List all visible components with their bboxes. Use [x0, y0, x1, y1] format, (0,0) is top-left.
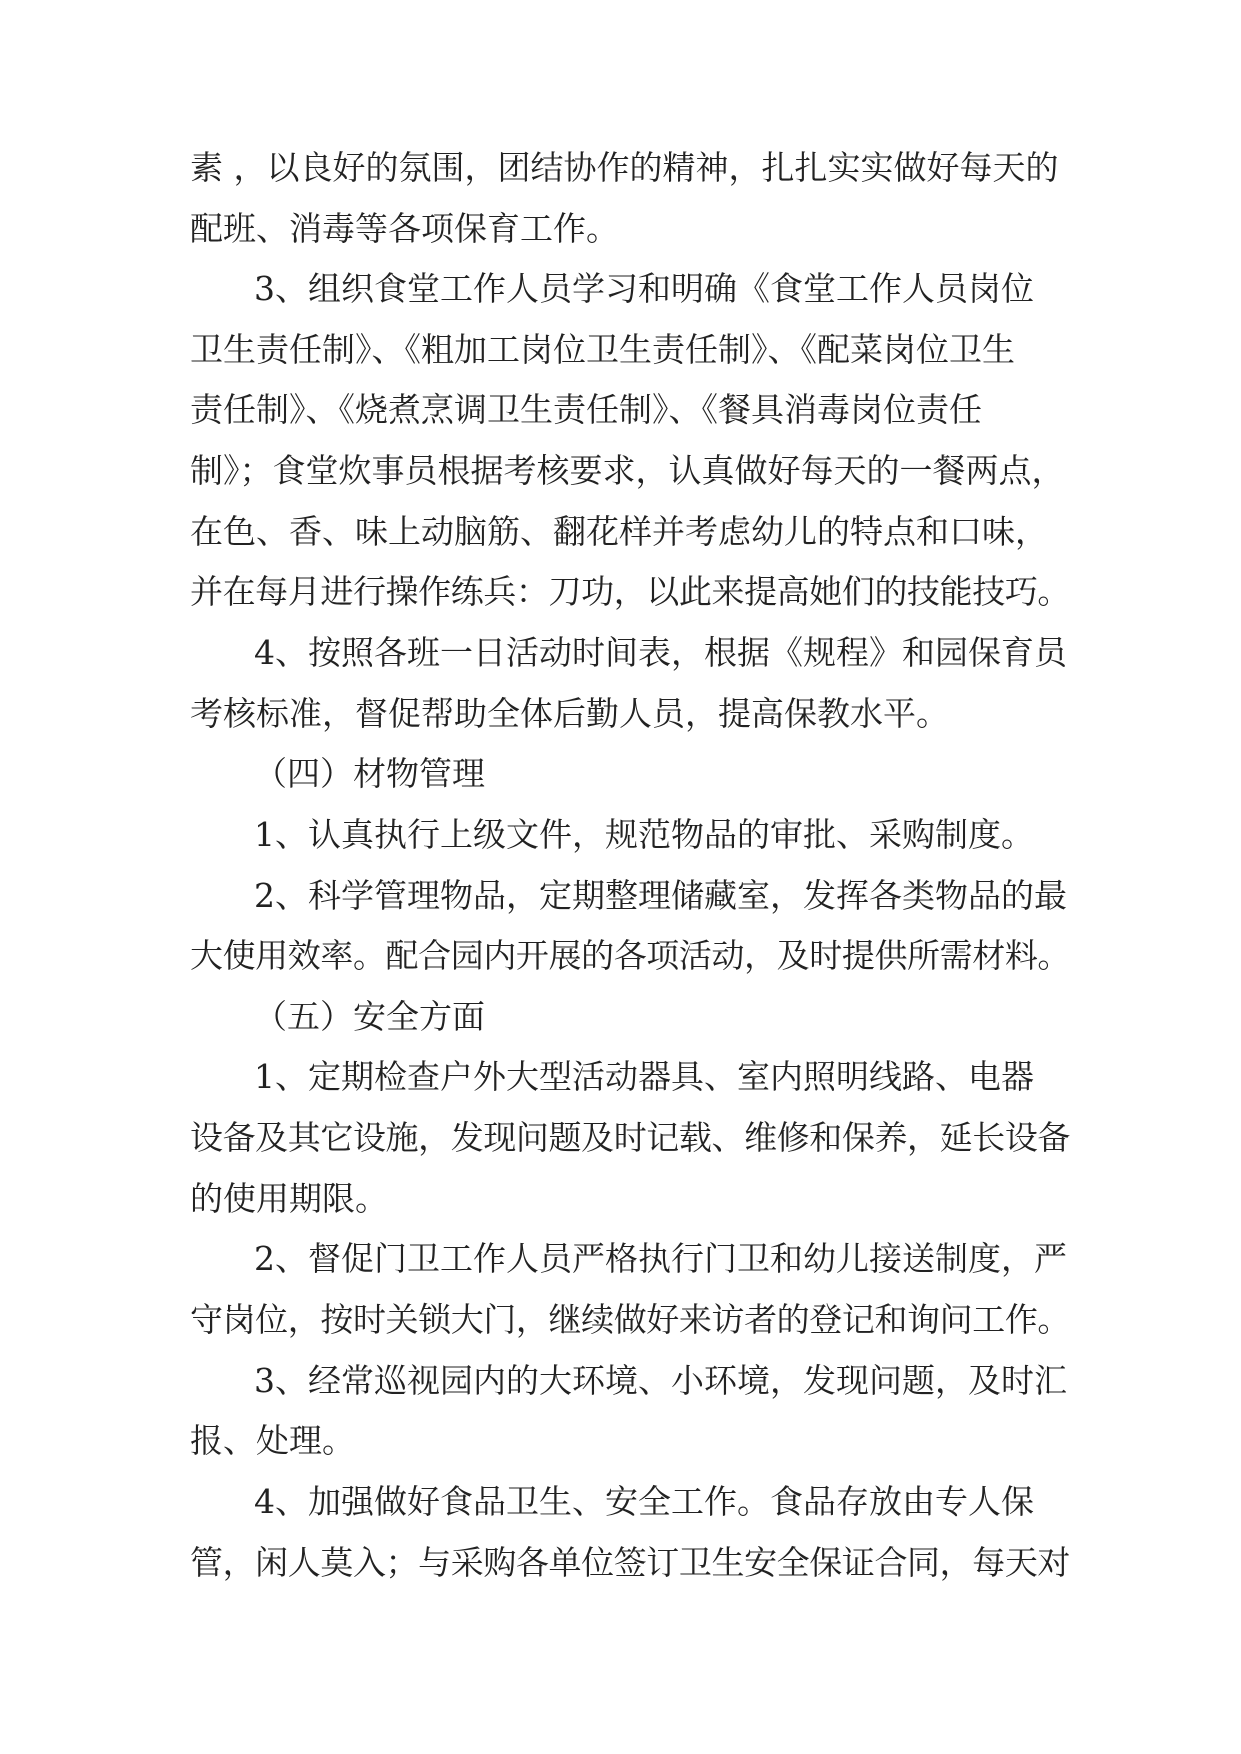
text-line: [190, 375, 1070, 445]
line-text: 1、认真执行上级文件，规范物品的审批、采购制度。: [254, 815, 1034, 854]
line-text: 素 ，以良好的氛围，团结协作的精神，扎扎实实做好每天的: [190, 148, 1059, 187]
line-text: 2、督促门卫工作人员严格执行门卫和幼儿接送制度，严: [254, 1239, 1067, 1278]
paragraph-first-line: [254, 800, 1070, 870]
line-text: 管，闲人莫入；与采购各单位签订卫生安全保证合同，每天对: [190, 1543, 1070, 1582]
line-text: 4、加强做好食品卫生、安全工作。食品存放由专人保: [254, 1482, 1034, 1521]
line-text: 3、组织食堂工作人员学习和明确《食堂工作人员岗位: [254, 269, 1034, 308]
line-text: 在色、香、味上动脑筋、翻花样并考虑幼儿的特点和口味，: [190, 512, 1048, 551]
line-text: 配班、消毒等各项保育工作。: [190, 209, 619, 248]
paragraph-first-line: [254, 618, 1070, 688]
paragraph-first-line: [254, 254, 1070, 324]
line-text: 的使用期限。: [190, 1179, 388, 1218]
text-line: [190, 1285, 1070, 1355]
line-text: 守岗位，按时关锁大门，继续做好来访者的登记和询问工作。: [190, 1300, 1070, 1339]
paragraph-first-line: [254, 1042, 1070, 1112]
line-text: 责任制》、《烧煮烹调卫生责任制》、《餐具消毒岗位责任: [190, 390, 982, 429]
line-text: 报、处理。: [190, 1421, 355, 1460]
text-line: [190, 436, 1070, 506]
line-text: 1、定期检查户外大型活动器具、室内照明线路、电器: [254, 1057, 1034, 1096]
text-line: [190, 557, 1070, 627]
line-text: 4、按照各班一日活动时间表，根据《规程》和园保育员: [254, 633, 1067, 672]
line-text: 3、经常巡视园内的大环境、小环境，发现问题，及时汇: [254, 1361, 1067, 1400]
text-line: [190, 1528, 1070, 1598]
line-text: 卫生责任制》、《粗加工岗位卫生责任制》、《配菜岗位卫生: [190, 330, 1015, 369]
text-line: [190, 1103, 1070, 1173]
text-line: [190, 133, 1070, 203]
heading-text: （四）材物管理: [254, 754, 485, 793]
line-text: 2、科学管理物品，定期整理储藏室，发挥各类物品的最: [254, 876, 1067, 915]
line-text: 设备及其它设施，发现问题及时记载、维修和保养，延长设备: [190, 1118, 1070, 1157]
paragraph-first-line: [254, 1224, 1070, 1294]
heading-text: （五）安全方面: [254, 997, 485, 1036]
paragraph-first-line: [254, 1467, 1070, 1537]
text-line: [190, 921, 1070, 991]
section-heading: [254, 739, 1070, 809]
text-line: [190, 1406, 1070, 1476]
line-text: 并在每月进行操作练兵：刀功，以此来提高她们的技能技巧。: [190, 572, 1070, 611]
line-text: 大使用效率。配合园内开展的各项活动，及时提供所需材料。: [190, 936, 1070, 975]
line-text: 考核标准，督促帮助全体后勤人员，提高保教水平。: [190, 694, 949, 733]
line-text: 制》；食堂炊事员根据考核要求，认真做好每天的一餐两点，: [190, 451, 1065, 490]
